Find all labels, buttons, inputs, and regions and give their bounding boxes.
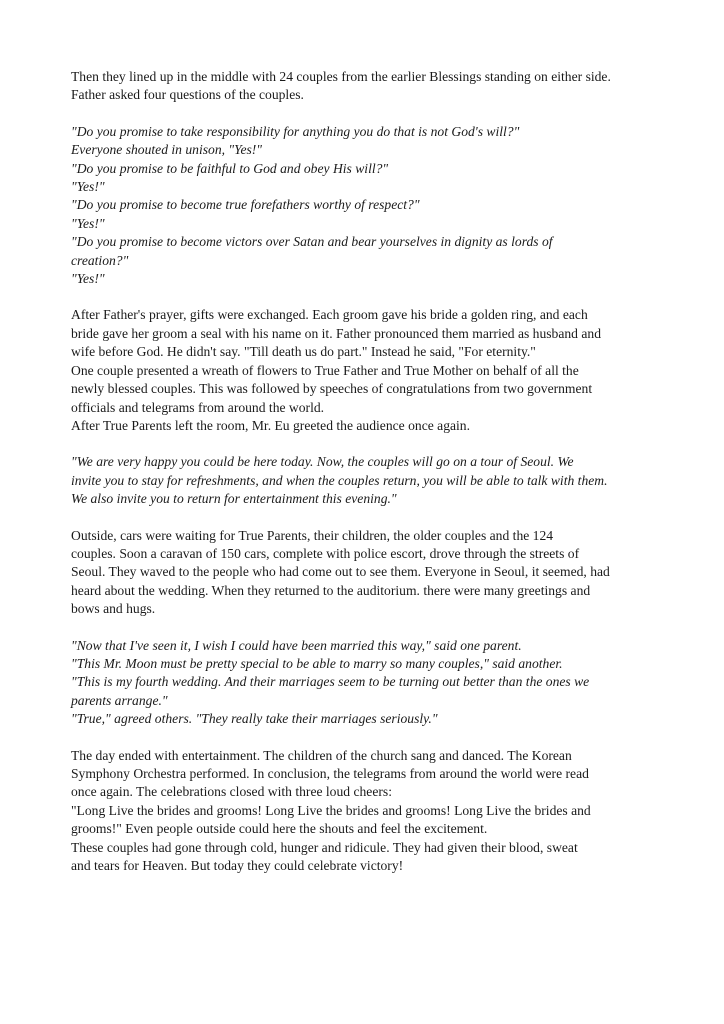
quote-line: parents arrange." xyxy=(71,692,168,708)
quote-line: creation?" xyxy=(71,252,129,268)
quote-parents-comments xyxy=(71,637,664,729)
text-line: One couple presented a wreath of flowers to True Father and True Mother on behalf of all the xyxy=(71,362,579,378)
text-line: "Long Live the brides and grooms! Long Live the brides and grooms! Long Live the brides and xyxy=(71,802,591,818)
text-line: Outside, cars were waiting for True Parents, their children, the older couples and the 124 xyxy=(71,527,554,543)
quote-line: "Do you promise to take responsibility for anything you do that is not God's will?" xyxy=(71,123,520,139)
paragraph-caravan xyxy=(71,527,664,619)
text-line: heard about the wedding. When they returned to the auditorium. there were many greetings and xyxy=(71,582,591,598)
quote-mr-eu-greeting xyxy=(71,453,664,508)
quote-line: "This Mr. Moon must be pretty special to be able to marry so many couples," said another. xyxy=(71,655,563,671)
quote-line: "Yes!" xyxy=(71,179,105,195)
text-line: officials and telegrams from around the world. xyxy=(71,399,325,415)
quote-line: "Do you promise to become victors over Satan and bear yourselves in dignity as lords of xyxy=(71,234,553,250)
paragraph-gifts-exchanged xyxy=(71,306,664,435)
text-line: bride gave her groom a seal with his name on it. Father pronounced them married as husband and xyxy=(71,325,602,341)
quote-line: We also invite you to return for entertainment this evening." xyxy=(71,491,397,507)
text-line: After True Parents left the room, Mr. Eu greeted the audience once again. xyxy=(71,417,470,433)
quote-line: "Yes!" xyxy=(71,271,105,287)
text-line: bows and hugs. xyxy=(71,601,156,617)
quote-line: "Now that I've seen it, I wish I could have been married this way," said one parent. xyxy=(71,637,522,653)
paragraph-lineup xyxy=(71,68,664,105)
text-line: These couples had gone through cold, hunger and ridicule. They had given their blood, sweat xyxy=(71,839,578,855)
quote-line: "Do you promise to become true forefathers worthy of respect?" xyxy=(71,197,420,213)
text-line: grooms!" Even people outside could here the shouts and feel the excitement. xyxy=(71,821,488,837)
text-line: and tears for Heaven. But today they could celebrate victory! xyxy=(71,858,404,874)
text-line: The day ended with entertainment. The children of the church sang and danced. The Korean xyxy=(71,747,572,763)
quote-line: invite you to stay for refreshments, and when the couples return, you will be able to talk with them. xyxy=(71,472,608,488)
text-line: Seoul. They waved to the people who had come out to see them. Everyone in Seoul, it seemed, had xyxy=(71,564,610,580)
quote-four-questions xyxy=(71,123,664,289)
quote-line: "Yes!" xyxy=(71,215,105,231)
text-line: After Father's prayer, gifts were exchanged. Each groom gave his bride a golden ring, and each xyxy=(71,307,588,323)
text-line: Father asked four questions of the couples. xyxy=(71,87,304,103)
quote-line: "True," agreed others. "They really take their marriages seriously." xyxy=(71,711,438,727)
text-line: Then they lined up in the middle with 24 couples from the earlier Blessings standing on either side. xyxy=(71,69,611,84)
text-line: couples. Soon a caravan of 150 cars, complete with police escort, drove through the streets of xyxy=(71,545,580,561)
quote-line: "Do you promise to be faithful to God and obey His will?" xyxy=(71,160,389,176)
text-line: newly blessed couples. This was followed by speeches of congratulations from two government xyxy=(71,381,593,397)
text-line: Symphony Orchestra performed. In conclusion, the telegrams from around the world were read xyxy=(71,766,589,781)
quote-line: "We are very happy you could be here today. Now, the couples will go on a tour of Seoul. We xyxy=(71,454,574,470)
quote-line: "This is my fourth wedding. And their marriages seem to be turning out better than the ones we xyxy=(71,674,590,690)
text-line: once again. The celebrations closed with three loud cheers: xyxy=(71,784,392,800)
paragraph-celebration xyxy=(71,747,664,876)
quote-line: Everyone shouted in unison, "Yes!" xyxy=(71,142,263,158)
text-line: wife before God. He didn't say. "Till death us do part." Instead he said, "For eternity." xyxy=(71,344,536,360)
